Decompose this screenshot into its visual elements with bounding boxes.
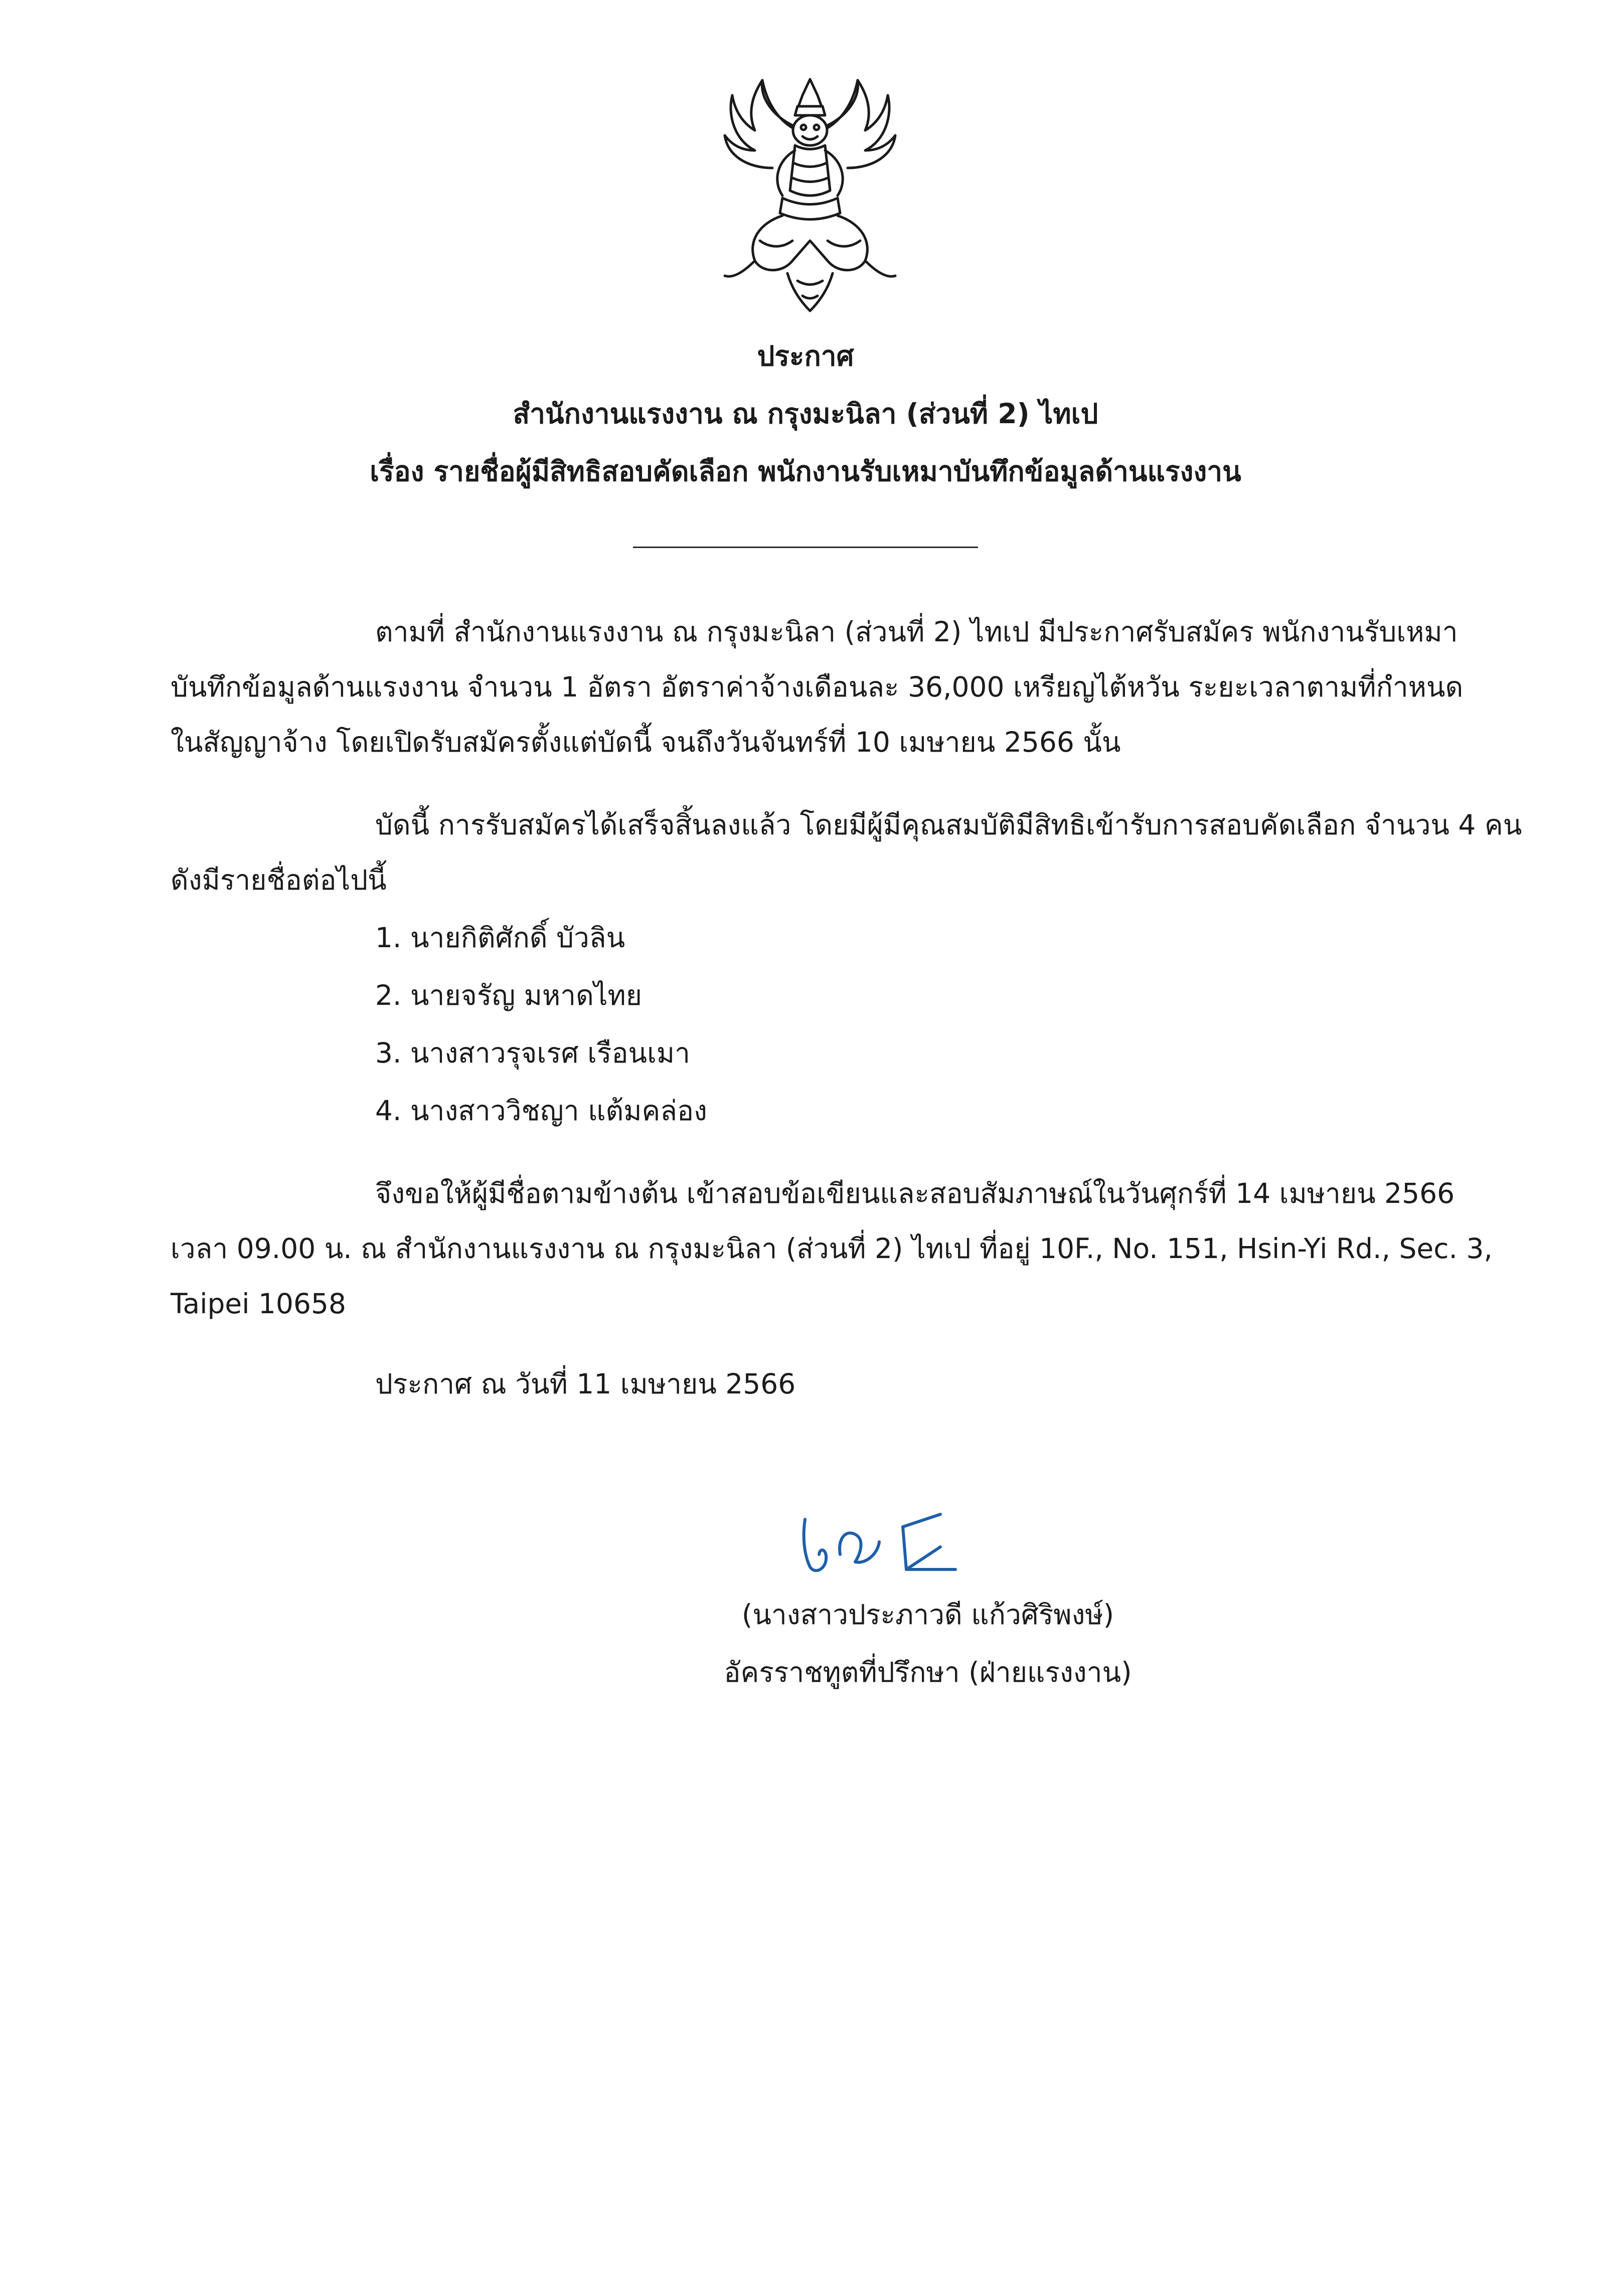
signatory-name: (นางสาวประภาวดี แก้วศิริพงษ์) [741, 1599, 1114, 1631]
heading-divider [633, 547, 978, 548]
candidate-item: 4. นางสาววิชญา แต้มคล่อง [375, 1095, 707, 1127]
paragraph-1-line-3: ในสัญญาจ้าง โดยเปิดรับสมัครตั้งแต่บัดนี้ จนถึงวันจันทร์ที่ 10 เมษายน 2566 นั้น [171, 726, 1121, 758]
paragraph-1-line-1: ตามที่ สำนักงานแรงงาน ณ กรุงมะนิลา (ส่วนที่ 2) ไทเป มีประกาศรับสมัคร พนักงานรับเหมา [375, 616, 1458, 648]
signature-mark [790, 1499, 971, 1584]
garuda-emblem-icon [712, 75, 908, 316]
paragraph-2-line-1: บัดนี้ การรับสมัครได้เสร็จสิ้นลงแล้ว โดยมีผู้มีคุณสมบัติมีสิทธิเข้ารับการสอบคัดเลือก จำนวน 4 คน [375, 809, 1522, 841]
signatory-position: อัครราชทูตที่ปรึกษา (ฝ่ายแรงงาน) [724, 1656, 1132, 1688]
paragraph-3-line-2: เวลา 09.00 น. ณ สำนักงานแรงงาน ณ กรุงมะนิลา (ส่วนที่ 2) ไทเป ที่อยู่ 10F., No. 151, Hsin-Yi Rd., Sec. 3, [171, 1232, 1493, 1265]
candidate-item: 2. นายจรัญ มหาดไทย [375, 979, 642, 1011]
office-name: สำนักงานแรงงาน ณ กรุงมะนิลา (ส่วนที่ 2) ไทเป [513, 398, 1098, 430]
paragraph-2-line-2: ดังมีรายชื่อต่อไปนี้ [171, 864, 387, 896]
paragraph-3-line-3: Taipei 10658 [171, 1288, 346, 1320]
paragraph-3-line-1: จึงขอให้ผู้มีชื่อตามข้างต้น เข้าสอบข้อเขียนและสอบสัมภาษณ์ในวันศุกร์ที่ 14 เมษายน 2566 [375, 1177, 1455, 1209]
candidate-item: 1. นายกิติศักดิ์ บัวลิน [375, 922, 625, 954]
subject-line: เรื่อง รายชื่อผู้มีสิทธิสอบคัดเลือก พนักงานรับเหมาบันทึกข้อมูลด้านแรงงาน [370, 455, 1241, 487]
candidate-item: 3. นางสาวรุจเรศ เรือนเมา [375, 1037, 691, 1069]
announcement-date: ประกาศ ณ วันที่ 11 เมษายน 2566 [375, 1368, 796, 1400]
paragraph-1-line-2: บันทึกข้อมูลด้านแรงงาน จำนวน 1 อัตรา อัตราค่าจ้างเดือนละ 36,000 เหรียญไต้หวัน ระยะเวลาตามที่กำหนด [171, 671, 1464, 703]
announcement-title: ประกาศ [757, 340, 854, 372]
